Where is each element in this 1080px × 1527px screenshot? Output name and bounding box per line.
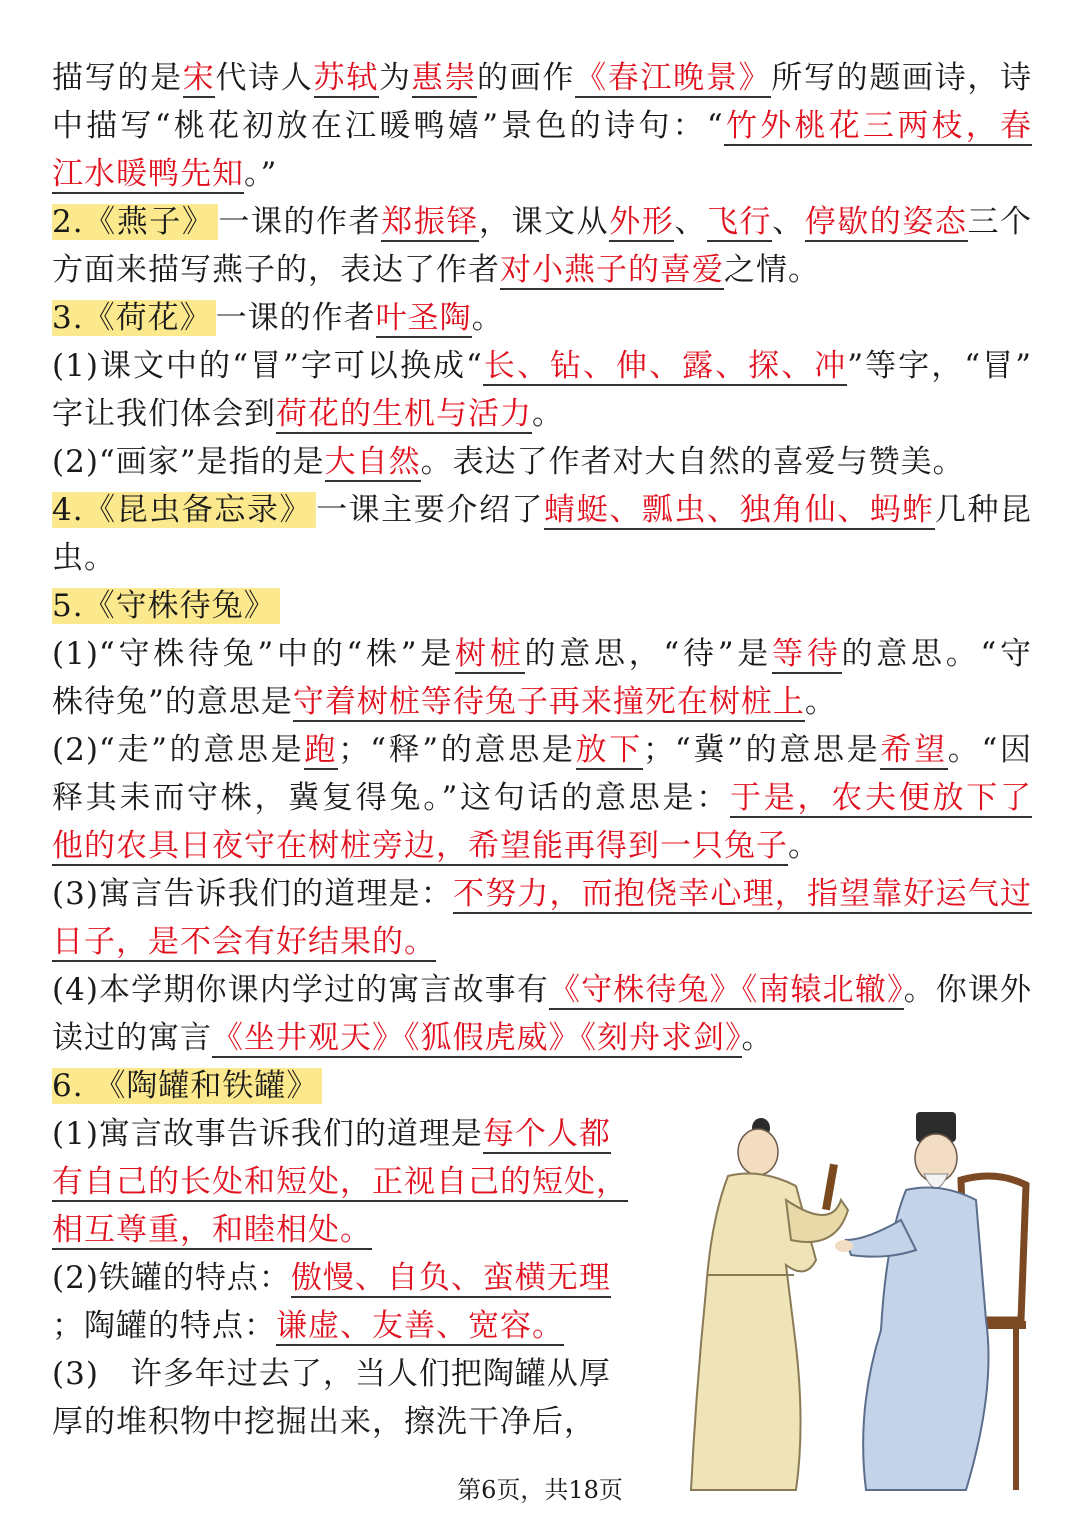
text-line: 江水暖鸭先知。”: [52, 156, 278, 192]
text-line: 读过的寓言《坐井观天》《狐假虎威》《刻舟求剑》。: [52, 1020, 774, 1056]
text-line: 4.《昆虫备忘录》 一课主要介绍了蜻蜓、瓢虫、独角仙、蚂蚱几种昆: [52, 492, 1033, 528]
text-line: (2)“走”的意思是跑；“释”的意思是放下；“冀”的意思是希望。“因: [52, 732, 1033, 768]
text-line: 厚的堆积物中挖掘出来，擦洗干净后，: [52, 1404, 596, 1440]
seated-scholar-figure: [835, 1112, 989, 1490]
text-line: 3.《荷花》 一课的作者叶圣陶。: [52, 300, 504, 336]
text-line: (2)“画家”是指的是大自然。表达了作者对大自然的喜爱与赞美。: [52, 444, 965, 480]
section-heading: 4.《昆虫备忘录》: [52, 492, 316, 528]
text-line: [52, 1063, 322, 1109]
text-line: 字让我们体会到荷花的生机与活力。: [52, 396, 564, 432]
text-line: 2.《燕子》 一课的作者郑振铎，课文从外形、飞行、停歇的姿态三个: [52, 204, 1033, 240]
text-line: 描写的是宋代诗人苏轼为惠崇的画作《春江晚景》所写的题画诗，诗: [52, 60, 1033, 96]
section-heading: 2.《燕子》: [52, 204, 218, 240]
text-line: ；陶罐的特点：谦虚、友善、宽容。: [52, 1308, 564, 1344]
text-line: 中描写“桃花初放在江暖鸭嬉”景色的诗句：“竹外桃花三两枝，春: [52, 108, 1032, 144]
text-line: (3)寓言告诉我们的道理是：不努力，而抱侥幸心理，指望靠好运气过: [52, 876, 1032, 912]
text-line: 日子，是不会有好结果的。: [52, 924, 436, 960]
text-line: 相互尊重，和睦相处。: [52, 1212, 372, 1248]
text-line: (3) 许多年过去了，当人们把陶罐从厚: [52, 1356, 611, 1392]
text-line: 有自己的长处和短处，正视自己的短处，: [52, 1164, 628, 1200]
text-line: 释其耒而守株，冀复得兔。”这句话的意思是：于是，农夫便放下了: [52, 780, 1033, 816]
text-line: 虫。: [52, 540, 116, 576]
section-heading: 5.《守株待兔》: [52, 588, 280, 624]
text-line: (2)铁罐的特点：傲慢、自负、蛮横无理: [52, 1260, 611, 1296]
text-line: (1)“守株待兔”中的“株”是树桩的意思，“待”是等待的意思。“守: [52, 636, 1033, 672]
text-line: 他的农具日夜守在树桩旁边，希望能再得到一只兔子。: [52, 828, 820, 864]
section-heading: 6. 《陶罐和铁罐》: [52, 1068, 322, 1104]
text-line: (1)寓言故事告诉我们的道理是每个人都: [52, 1116, 611, 1152]
text-line: (4)本学期你课内学过的寓言故事有《守株待兔》《南辕北辙》。你课外: [52, 972, 1033, 1008]
text-line: [52, 583, 280, 629]
text-line: 株待兔”的意思是守着树桩等待兔子再来撞死在树桩上。: [52, 684, 837, 720]
page-footer: 第6页，共18页: [457, 1476, 623, 1504]
section-heading: 3.《荷花》: [52, 300, 216, 336]
text-line: (1)课文中的“冒”字可以换成“长、钻、伸、露、探、冲”等字，“冒”: [52, 348, 1033, 384]
text-line: 方面来描写燕子的，表达了作者对小燕子的喜爱之情。: [52, 252, 820, 288]
standing-scholar-figure: [691, 1118, 848, 1490]
scholars-illustration: [666, 1090, 1036, 1500]
